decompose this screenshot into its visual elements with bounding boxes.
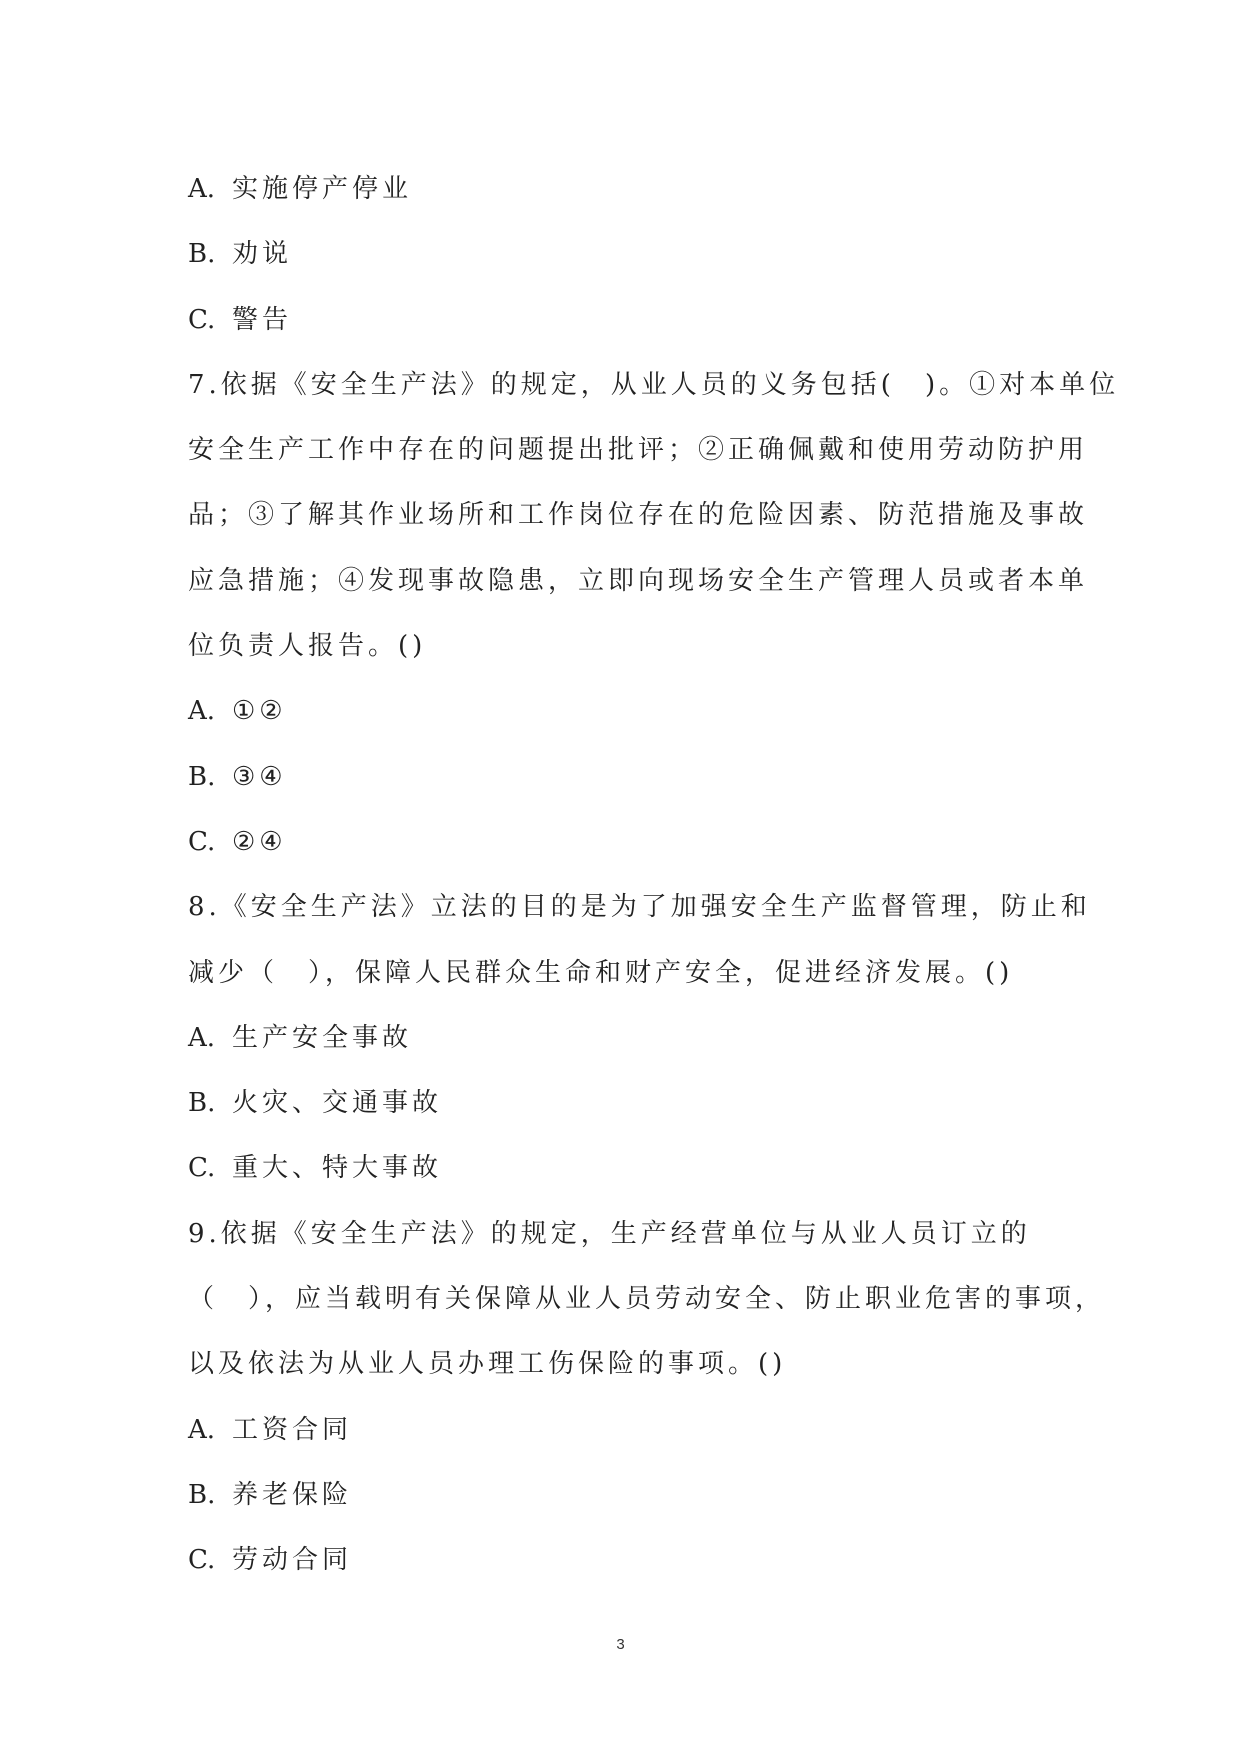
option-letter: B. — [188, 239, 216, 270]
option-text: 实施停产停业 — [232, 174, 413, 204]
q7-stem-line: 位负责人报告。() — [188, 631, 427, 662]
question-8 — [188, 875, 1091, 1201]
q8-stem-line: 8.《安全生产法》立法的目的是为了加强安全生产监督管理，防止和 — [188, 892, 1091, 923]
option-text: 工资合同 — [232, 1414, 353, 1445]
q7-stem-line: 品；③了解其作业场所和工作岗位存在的危险因素、防范措施及事故 — [188, 500, 1089, 531]
q6-option-a — [188, 157, 1068, 222]
option-letter: C. — [188, 1545, 216, 1576]
q9-stem-line: （ ），应当载明有关保障从业人员劳动安全、防止职业危害的事项， — [188, 1284, 1106, 1315]
option-letter: B. — [188, 1088, 216, 1119]
option-letter: A. — [188, 696, 216, 727]
q8-stem-line: 减少（ ），保障人民群众生命和财产安全，促进经济发展。() — [188, 957, 1014, 988]
q7-stem-line: 7.依据《安全生产法》的规定，从业人员的义务包括( )。①对本单位 — [188, 369, 1120, 400]
q7-stem-line: 安全生产工作中存在的问题提出批评；②正确佩戴和使用劳动防护用 — [188, 435, 1089, 466]
option-text: 警告 — [232, 304, 293, 335]
option-letter: C. — [188, 826, 216, 857]
question-9 — [188, 1202, 1106, 1594]
q7-option-c — [188, 810, 1068, 875]
q6-option-c — [188, 288, 1068, 353]
option-text: 生产安全事故 — [232, 1022, 413, 1053]
q7-option-a — [188, 679, 1068, 744]
option-letter: C. — [188, 1153, 216, 1184]
q8-option-b — [188, 1071, 1068, 1136]
question-7 — [188, 353, 1120, 875]
option-letter: A. — [188, 174, 216, 204]
q9-stem-line: 以及依法为从业人员办理工伤保险的事项。() — [188, 1349, 787, 1380]
option-text: 重大、特大事故 — [232, 1153, 443, 1184]
q7-stem-line: 应急措施；④发现事故隐患，立即向现场安全生产管理人员或者本单 — [188, 565, 1089, 596]
q9-stem-line: 9.依据《安全生产法》的规定，生产经营单位与从业人员订立的 — [188, 1218, 1031, 1249]
q9-option-a — [188, 1398, 1068, 1463]
option-letter: C. — [188, 304, 216, 335]
page-number: 3 — [616, 1636, 625, 1653]
option-text: 养老保险 — [232, 1479, 353, 1510]
option-text: 火灾、交通事故 — [232, 1088, 443, 1119]
option-letter: A. — [188, 1414, 216, 1445]
q8-option-c — [188, 1136, 1068, 1201]
option-letter: A. — [188, 1022, 216, 1053]
q8-option-a — [188, 1006, 1068, 1071]
option-text: 劳动合同 — [232, 1545, 353, 1576]
option-text: ①② — [232, 696, 287, 727]
option-text: 劝说 — [232, 239, 293, 270]
q9-option-c — [188, 1528, 1068, 1593]
q6-option-b — [188, 222, 1068, 287]
option-text: ③④ — [232, 761, 287, 792]
q7-option-b — [188, 745, 1068, 810]
q9-option-b — [188, 1463, 1068, 1528]
option-letter: B. — [188, 761, 216, 792]
option-letter: B. — [188, 1479, 216, 1510]
page-content — [188, 157, 1120, 1594]
option-text: ②④ — [232, 826, 287, 857]
